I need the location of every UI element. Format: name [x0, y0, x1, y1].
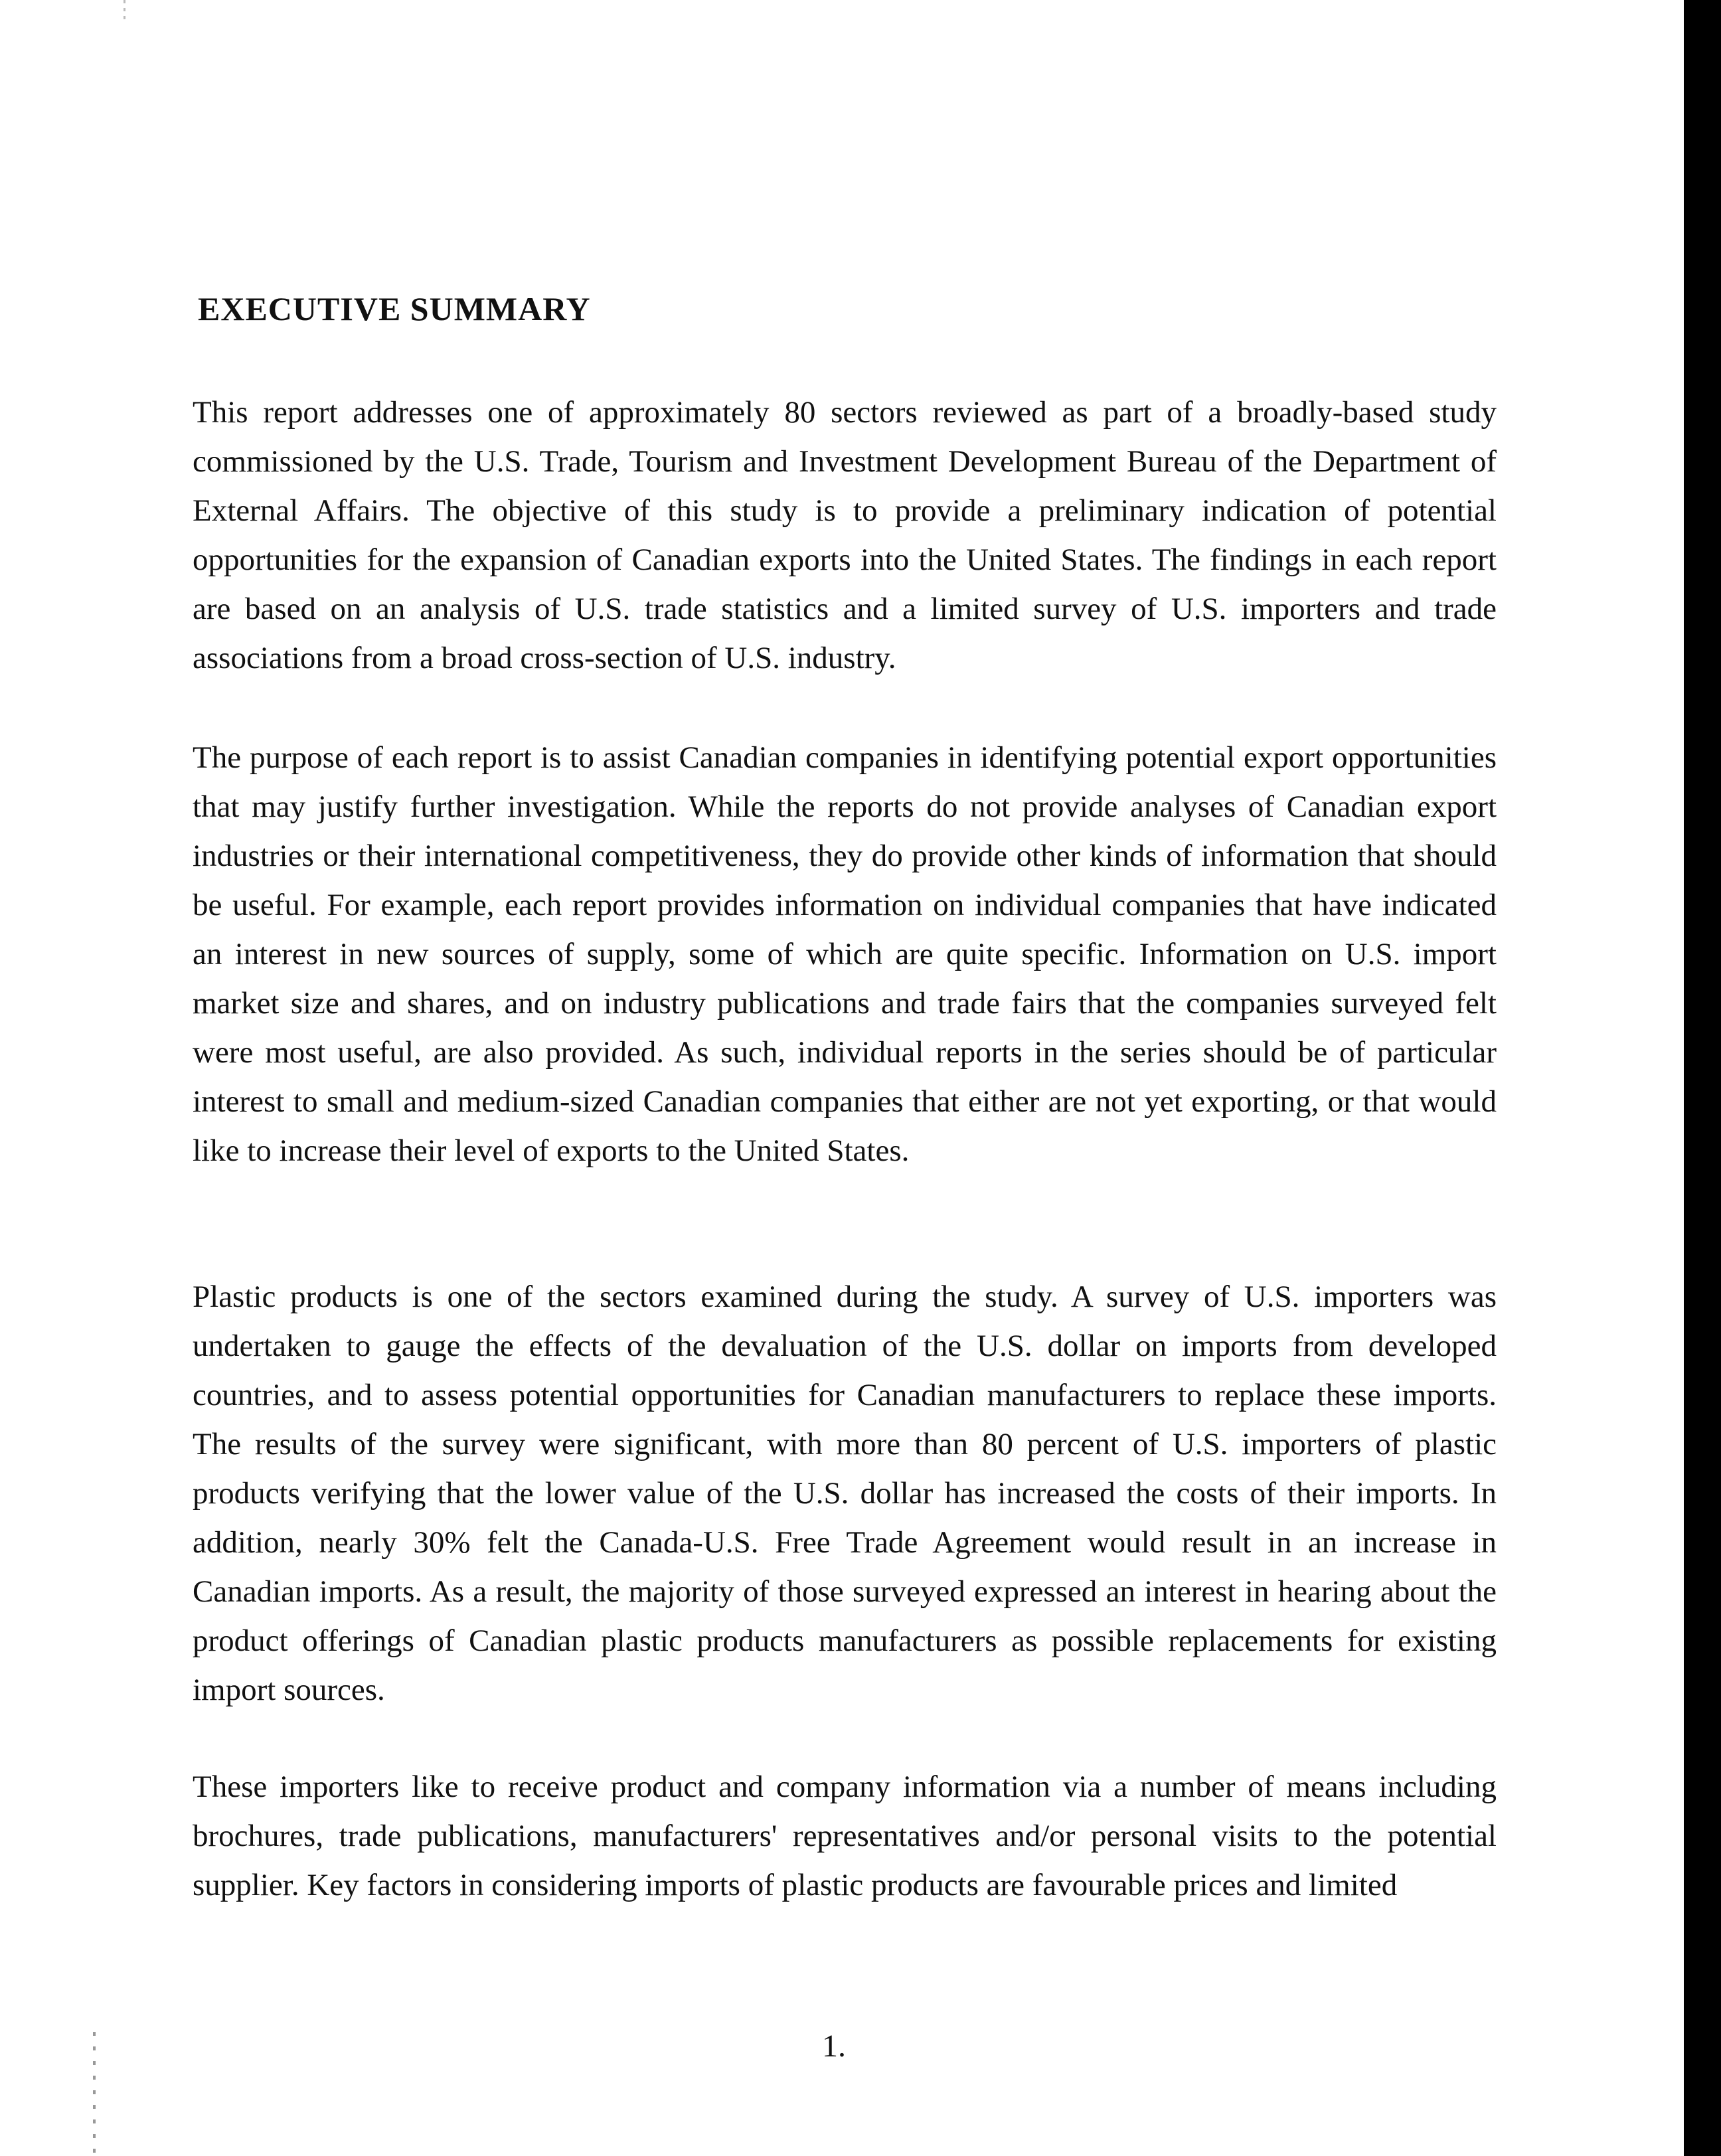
- section-heading: EXECUTIVE SUMMARY: [198, 290, 591, 327]
- paragraph-4: These importers like to receive product and company information via a number of means including brochures, trade publications, manufacturers' representatives and/or personal visits to the potential supplier. Key factors in considering imports of plastic products are favourable prices and limited: [193, 1770, 1497, 1902]
- scan-artifact-top: [123, 0, 125, 20]
- paragraph-2: The purpose of each report is to assist Canadian companies in identifying potential export opportunities that may justify further investigation. While the reports do not provide analyses of Canadian export industries or their international competitiveness, they do provide other kinds of information that should be useful. For example, each report provides information on individual companies that have indicated an interest in new sources of supply, some of which are quite specific. Information on U.S. import market size and shares, and on industry publications and trade fairs that the companies surveyed felt were most useful, are also provided. As such, individual reports in the series should be of particular interest to small and medium-sized Canadian companies that either are not yet exporting, or that would like to increase their level of exports to the United States.: [193, 740, 1497, 1168]
- paragraph-1: This report addresses one of approximately 80 sectors reviewed as part of a broadly-based study commissioned by the U.S. Trade, Tourism and Investment Development Bureau of the Department of External Affairs. The objective of this study is to provide a preliminary indication of potential opportunities for the expansion of Canadian exports into the United States. The findings in each report are based on an analysis of U.S. trade statistics and a limited survey of U.S. importers and trade associations from a broad cross-section of U.S. industry.: [193, 395, 1497, 675]
- scan-edge-border: [1684, 0, 1721, 2156]
- scan-artifact-bottom: [93, 2032, 96, 2156]
- paragraph-3: Plastic products is one of the sectors examined during the study. A survey of U.S. importers was undertaken to gauge the effects of the devaluation of the U.S. dollar on imports from developed countries, and to assess potential opportunities for Canadian manufacturers to replace these imports. The results of the survey were significant, with more than 80 percent of U.S. importers of plastic products verifying that the lower value of the U.S. dollar has increased the costs of their imports. In addition, nearly 30% felt the Canada-U.S. Free Trade Agreement would result in an increase in Canadian imports. As a result, the majority of those surveyed expressed an interest in hearing about the product offerings of Canadian plastic products manufacturers as possible replacements for existing import sources.: [193, 1280, 1497, 1707]
- page-number: 1.: [822, 2029, 846, 2064]
